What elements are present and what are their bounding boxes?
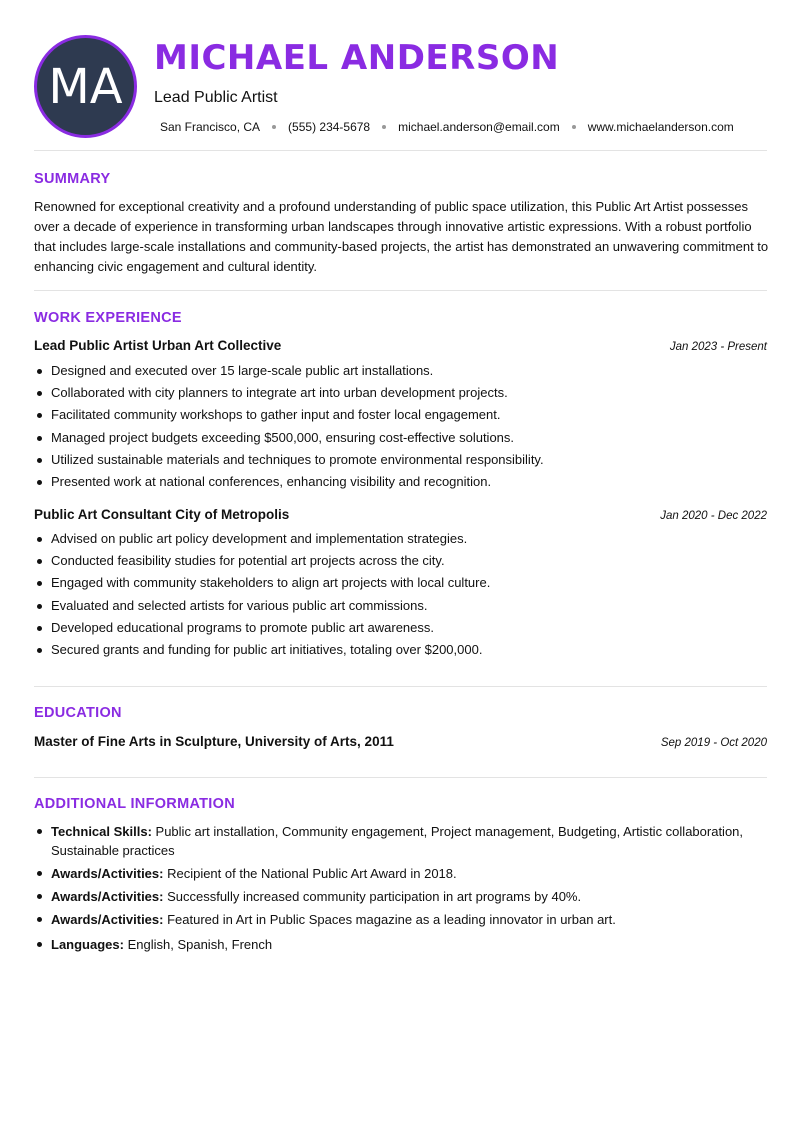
avatar (34, 35, 137, 138)
job-heading-row (34, 507, 767, 522)
contact-website[interactable]: www.michaelanderson.com (587, 120, 734, 134)
separator-dot-icon (382, 125, 386, 129)
list-item (34, 935, 767, 954)
item-label: Technical Skills: (51, 824, 152, 839)
job-date: Jan 2023 - Present (669, 341, 767, 353)
divider (34, 686, 767, 687)
section-title-education: EDUCATION (34, 705, 122, 721)
list-item (34, 887, 767, 906)
list-item: Facilitated community workshops to gather input and foster local engagement. (34, 404, 767, 426)
item-text: English, Spanish, French (123, 937, 273, 952)
job-title: Lead Public Artist Urban Art Collective (34, 338, 282, 353)
item-text: Public art installation, Community engagement, Project management, Budgeting, Artistic collaboration, Sustainable practices (51, 824, 744, 858)
list-item (34, 864, 767, 883)
candidate-role: Lead Public Artist (154, 89, 278, 106)
job-date: Jan 2020 - Dec 2022 (660, 510, 767, 522)
job-bullets (34, 360, 767, 493)
job-heading-row (34, 338, 767, 353)
additional-list (34, 822, 767, 958)
divider (34, 290, 767, 291)
section-title-additional: ADDITIONAL INFORMATION (34, 796, 235, 812)
item-text: Recipient of the National Public Art Award in 2018. (163, 866, 457, 881)
contact-email[interactable]: michael.anderson@email.com (398, 120, 560, 134)
list-item: Utilized sustainable materials and techniques to promote environmental responsibility. (34, 449, 767, 471)
contact-location: San Francisco, CA (160, 120, 261, 134)
education-date: Sep 2019 - Oct 2020 (660, 737, 767, 749)
education-row (34, 734, 767, 749)
contact-bar (160, 120, 734, 134)
divider (34, 777, 767, 778)
list-item: Presented work at national conferences, enhancing visibility and recognition. (34, 471, 767, 493)
list-item: Collaborated with city planners to integrate art into urban development projects. (34, 382, 767, 404)
list-item: Secured grants and funding for public art initiatives, totaling over $200,000. (34, 639, 767, 661)
candidate-name: MICHAEL ANDERSON (154, 38, 560, 78)
list-item: Managed project budgets exceeding $500,000, ensuring cost-effective solutions. (34, 427, 767, 449)
summary-text: Renowned for exceptional creativity and a profound understanding of public space utilization, this Public Art Artist possesses over a decade of experience in transforming urban landscapes through innovative artistic expressions. With a robust portfolio that includes large-scale installations and community-based projects, the artist has demonstrated an unwavering commitment to enhancing civic engagement and cultural identity. (34, 199, 769, 274)
item-label: Awards/Activities: (51, 889, 164, 904)
divider (34, 150, 767, 151)
list-item (34, 822, 767, 860)
list-item: Evaluated and selected artists for various public art commissions. (34, 595, 767, 617)
item-label: Languages: (51, 937, 124, 952)
job-title: Public Art Consultant City of Metropolis (34, 507, 290, 522)
section-title-summary: SUMMARY (34, 171, 111, 187)
separator-dot-icon (572, 125, 576, 129)
separator-dot-icon (272, 125, 276, 129)
item-text: Featured in Art in Public Spaces magazine as a leading innovator in urban art. (163, 912, 616, 927)
list-item: Advised on public art policy development and implementation strategies. (34, 528, 767, 550)
item-label: Awards/Activities: (51, 912, 164, 927)
list-item: Designed and executed over 15 large-scale public art installations. (34, 360, 767, 382)
list-item: Developed educational programs to promote public art awareness. (34, 617, 767, 639)
section-title-experience: WORK EXPERIENCE (34, 310, 182, 326)
education-degree: Master of Fine Arts in Sculpture, University of Arts, 2011 (34, 734, 394, 749)
avatar-initials: MA (48, 58, 123, 115)
item-label: Awards/Activities: (51, 866, 164, 881)
list-item (34, 910, 767, 929)
list-item: Conducted feasibility studies for potential art projects across the city. (34, 550, 767, 572)
item-text: Successfully increased community participation in art programs by 40%. (163, 889, 582, 904)
contact-phone: (555) 234-5678 (288, 120, 371, 134)
list-item: Engaged with community stakeholders to align art projects with local culture. (34, 572, 767, 594)
job-bullets (34, 528, 767, 661)
